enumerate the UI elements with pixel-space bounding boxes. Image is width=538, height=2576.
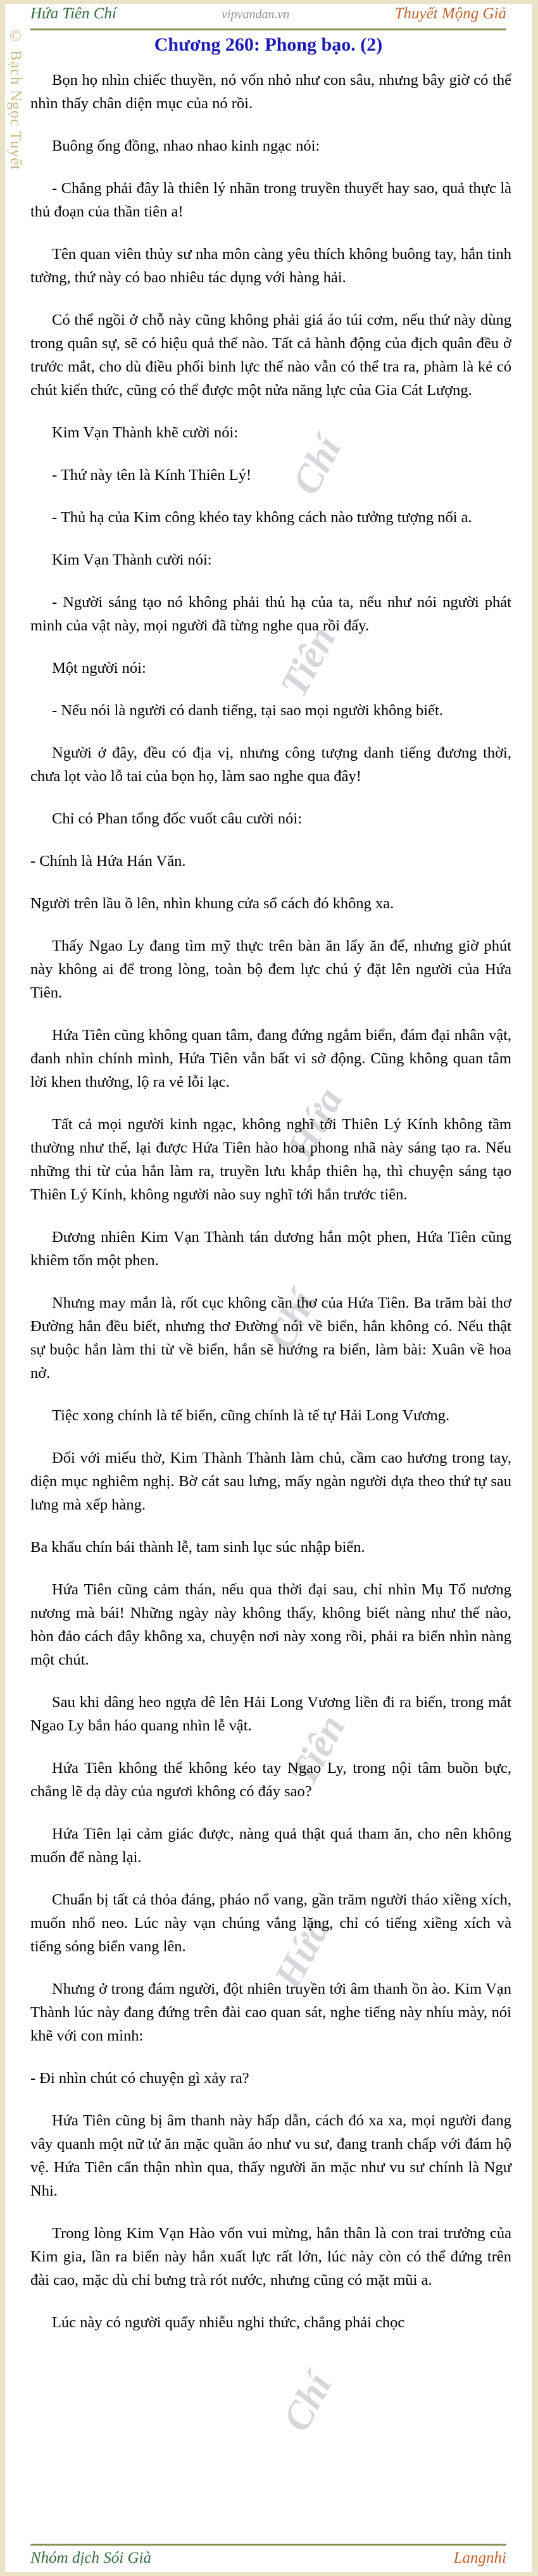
watermark-text: Chí: [259, 1284, 325, 1356]
novel-title: Hứa Tiên Chí: [30, 5, 116, 22]
paragraph: - Nếu nói là người có danh tiếng, tại sao mọi người không biết.: [52, 702, 443, 719]
paragraph: Hứa Tiên cũng không quan tâm, đang đứng ngắm biển, đám đại nhân vật, đanh nhìn chính mình, Hứa Tiên vẫn bất vi sở động. Cũng không quan tâm lời khen thưởng, lộ ra vẻ lỗi lạc.: [30, 1027, 511, 1091]
page-frame-bottom: [0, 2572, 538, 2576]
watermark-text: Hứa: [266, 1910, 339, 1996]
paragraph: Buông ống đồng, nhao nhao kinh ngạc nói:: [52, 137, 320, 154]
paragraph: - Chẳng phải đây là thiên lý nhãn trong truyền thuyết hay sao, quả thực là thủ đoạn của thần tiên a!: [30, 180, 511, 220]
watermark-text: Tiên: [272, 619, 344, 704]
paragraph: - Thủ hạ của Kim công khéo tay không cách nào tưởng tượng nổi a.: [52, 509, 472, 526]
paragraph: Tất cả mọi người kinh ngạc, không nghĩ tới Thiên Lý Kính không tầm thường như thế, lại được Hứa Tiên hào hoa phong nhã này sáng tạo ra. Nếu những thi từ của hắn làm ra, truyền lưu khắp thiên hạ, thì chuyện sáng tạo Thiên Lý Kính, không người nào suy nghĩ tới hắn trước tiên.: [30, 1116, 511, 1203]
paragraph: - Đi nhìn chút có chuyện gì xảy ra?: [30, 2070, 249, 2087]
page-frame-top: [0, 0, 538, 4]
page-footer: [30, 2544, 506, 2567]
watermark-text: Tiên: [281, 1708, 354, 1792]
paragraph: - Thứ này tên là Kính Thiên Lý!: [52, 466, 252, 484]
site-url[interactable]: vipvandan.vn: [222, 8, 290, 22]
author-name: Thuyết Mộng Giả: [394, 5, 506, 22]
translator-name: Langnhi: [453, 2549, 506, 2567]
paragraph: Lúc này có người quấy nhiễu nghi thức, chẳng phải chọc: [52, 2314, 405, 2331]
paragraph: Tiệc xong chính là tế biển, cũng chính là tế tự Hải Long Vương.: [52, 1407, 450, 1424]
paragraph: Hứa Tiên không thể không kéo tay Ngao Ly, trong nội tâm buồn bực, chẳng lẽ dạ dày của ngươi không có đáy sao?: [30, 1760, 511, 1800]
page-header: [30, 5, 506, 30]
chapter-title: Chương 260: Phong bạo. (2): [154, 34, 383, 55]
paragraph: Đối với miếu thờ, Kim Thành Thành làm chủ, cầm cao hương trong tay, diện mục nghiêm nghị. Bờ cát sau lưng, mấy ngàn người dựa theo thứ tự sau lưng mà xếp hàng.: [30, 1449, 511, 1513]
paragraph: Sau khi dâng heo ngựa dê lên Hải Long Vương liền đi ra biển, trong mắt Ngao Ly bắn háo quang nhìn lễ vật.: [30, 1694, 511, 1734]
chapter-body: [30, 68, 511, 2353]
watermark-text: Chí: [275, 2366, 341, 2439]
paragraph: Chỉ có Phan tổng đốc vuốt câu cười nói:: [52, 810, 303, 827]
paragraph: Bọn họ nhìn chiếc thuyền, nó vốn nhỏ như con sâu, nhưng bây giờ có thể nhìn thấy chân diện mục của nó rồi.: [30, 72, 511, 112]
paragraph: Ba khấu chín bái thành lễ, tam sinh lục súc nhập biển.: [30, 1539, 365, 1556]
paragraph: Một người nói:: [52, 660, 146, 677]
paragraph: Hứa Tiên cũng bị âm thanh này hấp dẫn, cách đó xa xa, mọi người đang vây quanh một nữ tử ăn mặc quần áo như vu sư, đang tranh chấp với đám hộ vệ. Hứa Tiên cẩn thận nhìn qua, thấy người ăn mặc như vu sư chính là Ngư Nhi.: [30, 2112, 511, 2199]
paragraph: Thấy Ngao Ly đang tìm mỹ thực trên bàn ăn lấy ăn để, nhưng giờ phút này không ai để trong lòng, toàn bộ đem lực chú ý đặt lên người của Hứa Tiên.: [30, 937, 511, 1001]
paragraph: Trong lòng Kim Vạn Hào vốn vui mừng, hắn thân là con trai trưởng của Kim gia, lần ra biển này hắn xuất lực rất lớn, lúc này còn có thể đứng trên đài cao, mặc dù chỉ bưng trà rót nước, nhưng cũng có mặt mũi a.: [30, 2225, 511, 2289]
paragraph: - Người sáng tạo nó không phải thủ hạ của ta, nếu như nói người phát minh của vật này, mọi người đã từng nghe qua rồi đấy.: [30, 594, 511, 634]
paragraph: Kim Vạn Thành cười nói:: [52, 551, 212, 568]
paragraph: - Chính là Hứa Hán Văn.: [30, 853, 186, 870]
paragraph: Chuẩn bị tất cả thỏa đáng, pháo nổ vang, gần trăm người tháo xiềng xích, muốn nhổ neo. Lúc này vạn chúng vắng lặng, chỉ có tiếng xiềng xích và tiếng sóng biển vang lên.: [30, 1891, 511, 1955]
paragraph: Người trên lầu ồ lên, nhìn khung cửa sổ cách đó không xa.: [30, 895, 394, 912]
paragraph: Nhưng ở trong đám người, đột nhiên truyền tới âm thanh ồn ào. Kim Vạn Thành lúc này đang đứng trên đài cao quan sát, nghe tiếng này nhíu mày, nói khẽ với con mình:: [30, 1980, 511, 2044]
paragraph: Hứa Tiên lại cảm giác được, nàng quả thật quá tham ăn, cho nên không muốn để nàng lại.: [30, 1825, 511, 1866]
paragraph: Người ở đây, đều có địa vị, nhưng công tượng danh tiếng đương thời, chưa lọt vào lỗ tai của bọn họ, làm sao nghe qua đây!: [30, 744, 511, 785]
paragraph: Tên quan viên thủy sư nha môn càng yêu thích không buông tay, hắn tinh tường, thứ này có bao nhiêu tác dụng với hàng hải.: [30, 246, 511, 286]
paragraph: Hứa Tiên cũng cảm thán, nếu qua thời đại sau, chỉ nhìn Mụ Tổ nương nương mà bái! Những ngày này không thấy, không biết nàng như thế nào, hòn đảo cách đây không xa, chuyện nơi này xong rồi, phải ra biển nhìn nàng một chút.: [30, 1581, 511, 1668]
watermark-text: Hứa: [278, 1080, 352, 1166]
paragraph: Nhưng may mắn là, rốt cục không cần thơ của Hứa Tiên. Ba trăm bài thơ Đường hắn đều biết, nhưng thơ Đường nói về biển, hắn không có. Nếu thật sự buộc hắn làm thi từ về biển, hắn sẽ hướng ra biển, làm bài: Xuân về hoa nở.: [30, 1294, 511, 1382]
paragraph: Có thể ngồi ở chỗ này cũng không phải giá áo túi cơm, nếu thứ này dùng trong quân sự, sẽ có hiệu quả thế nào. Tất cả hành động của địch quân đều ở trước mắt, cho dù điều phối binh lực thế nào vẫn có thể tra ra, phàm là kẻ có chút kiến thức, cũng có thể được một nửa năng lực của Gia Cát Lượng.: [30, 311, 511, 399]
paragraph: Kim Vạn Thành khẽ cười nói:: [52, 424, 239, 441]
page-frame-right: [532, 0, 538, 2576]
watermark-text: Chí: [284, 429, 350, 502]
page-frame-left: [0, 0, 5, 2576]
translator-group: Nhóm dịch Sói Già: [30, 2549, 151, 2567]
copyright-vertical-text: © Bạch Ngọc Tuyết: [7, 28, 24, 171]
paragraph: Đương nhiên Kim Vạn Thành tán dương hắn một phen, Hứa Tiên cũng khiêm tốn một phen.: [30, 1229, 511, 1269]
